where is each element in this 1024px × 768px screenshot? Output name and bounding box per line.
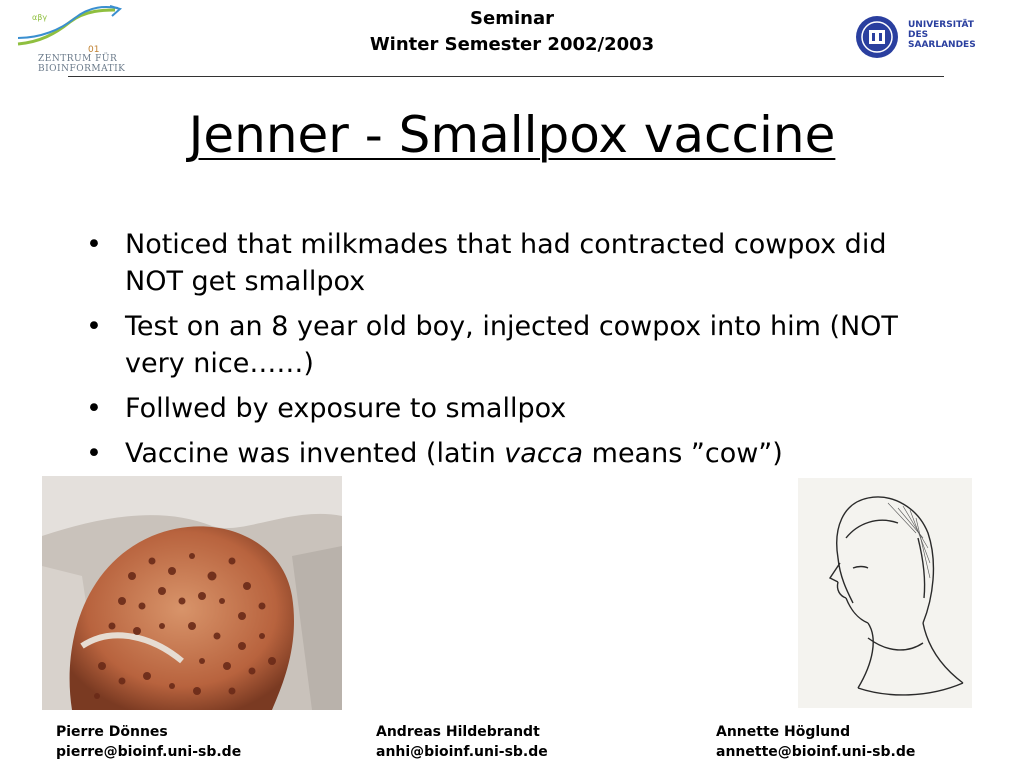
- header-seminar: Seminar: [470, 8, 554, 29]
- zbi-logo: [10, 4, 135, 74]
- footer-author-2: [376, 722, 548, 762]
- smallpox-arm-photo: [42, 476, 342, 710]
- footer-author-3: [716, 722, 915, 762]
- uds-logo-text: UNIVERSITÄT DES SAARLANDES: [908, 20, 976, 50]
- author-name: Pierre Dönnes: [56, 724, 168, 740]
- bullet-list: [86, 226, 946, 480]
- bullet-marker: •: [86, 229, 102, 260]
- zbi-logo-text: ZENTRUM FÜR BIOINFORMATIK: [38, 54, 126, 74]
- bullet-marker: •: [86, 393, 102, 424]
- author-name: Andreas Hildebrandt: [376, 724, 540, 740]
- bullet-text-pre: Vaccine was invented (latin: [125, 438, 505, 469]
- zbi-logo-graphic: [10, 4, 135, 54]
- bullet-marker: •: [86, 438, 102, 469]
- smallpox-arm-image: [42, 476, 342, 710]
- bullet-item: [86, 226, 946, 300]
- bullet-item: [86, 435, 946, 472]
- jenner-portrait-image: [798, 478, 972, 708]
- svg-text:01: 01: [88, 45, 100, 54]
- bullet-item: [86, 390, 946, 427]
- header-semester: Winter Semester 2002/2003: [369, 34, 655, 55]
- bullet-marker: •: [86, 311, 102, 342]
- bullet-text: Noticed that milkmades that had contracted cowpox did NOT get smallpox: [125, 229, 887, 297]
- svg-text:αβγ: αβγ: [32, 13, 48, 22]
- author-email: annette@bioinf.uni-sb.de: [716, 744, 916, 760]
- author-email: anhi@bioinf.uni-sb.de: [376, 744, 548, 760]
- author-name: Annette Höglund: [716, 724, 851, 740]
- jenner-portrait-sketch: [798, 478, 972, 708]
- bullet-text: Test on an 8 year old boy, injected cowpox into him (NOT very nice……): [125, 311, 898, 379]
- footer-author-1: [56, 722, 241, 762]
- bullet-text: Follwed by exposure to smallpox: [125, 393, 567, 424]
- uds-seal-icon: [852, 14, 902, 60]
- bullet-text-post: means ”cow”): [583, 438, 783, 469]
- bullet-item: [86, 308, 946, 382]
- bullet-text-latin: vacca: [504, 438, 584, 469]
- header-divider: [68, 76, 944, 77]
- author-email: pierre@bioinf.uni-sb.de: [56, 744, 242, 760]
- slide-title: Jenner - Smallpox vaccine: [188, 106, 836, 164]
- uds-logo: [852, 14, 992, 60]
